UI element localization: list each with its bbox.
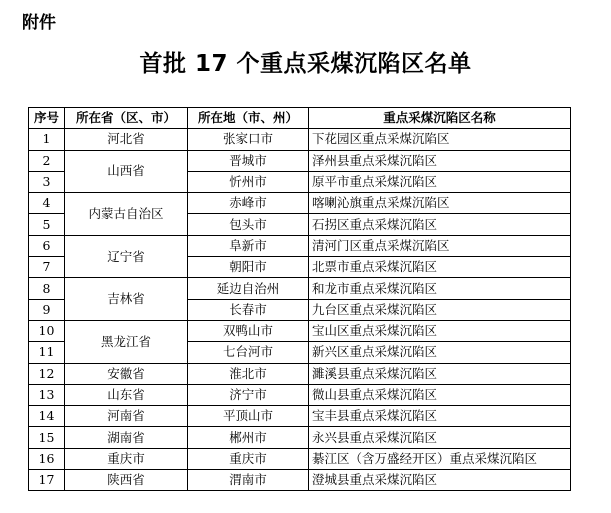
table-row [29,150,571,171]
row-number: 2 [29,150,65,171]
row-number: 15 [29,427,65,448]
area-name-cell: 綦江区（含万盛经开区）重点采煤沉陷区 [309,448,571,469]
city-cell: 渭南市 [188,470,309,491]
row-number: 8 [29,278,65,299]
area-name-cell: 原平市重点采煤沉陷区 [309,171,571,192]
table-row [29,278,571,299]
province-cell: 河北省 [65,129,188,150]
city-cell: 阜新市 [188,235,309,256]
table-row [29,193,571,214]
area-name-cell: 宝山区重点采煤沉陷区 [309,320,571,341]
city-cell: 双鸭山市 [188,320,309,341]
table-row [29,448,571,469]
city-cell: 郴州市 [188,427,309,448]
province-cell: 辽宁省 [65,235,188,278]
city-cell: 长春市 [188,299,309,320]
row-number: 12 [29,363,65,384]
table-row [29,235,571,256]
province-cell: 内蒙古自治区 [65,193,188,236]
province-cell: 重庆市 [65,448,188,469]
row-number: 14 [29,406,65,427]
city-cell: 张家口市 [188,129,309,150]
header-province: 所在省（区、市） [65,108,188,129]
area-name-cell: 宝丰县重点采煤沉陷区 [309,406,571,427]
row-number: 11 [29,342,65,363]
header-area-name: 重点采煤沉陷区名称 [309,108,571,129]
area-name-cell: 新兴区重点采煤沉陷区 [309,342,571,363]
city-cell: 忻州市 [188,171,309,192]
row-number: 16 [29,448,65,469]
city-cell: 济宁市 [188,384,309,405]
row-number: 3 [29,171,65,192]
province-cell: 黑龙江省 [65,320,188,363]
row-number: 4 [29,193,65,214]
area-name-cell: 九台区重点采煤沉陷区 [309,299,571,320]
province-cell: 吉林省 [65,278,188,321]
area-name-cell: 泽州县重点采煤沉陷区 [309,150,571,171]
table-row [29,406,571,427]
row-number: 9 [29,299,65,320]
table-row [29,129,571,150]
province-cell: 山东省 [65,384,188,405]
table-row [29,320,571,341]
province-cell: 安徽省 [65,363,188,384]
city-cell: 包头市 [188,214,309,235]
table-row [29,470,571,491]
header-number: 序号 [29,108,65,129]
area-name-cell: 喀喇沁旗重点采煤沉陷区 [309,193,571,214]
city-cell: 延边自治州 [188,278,309,299]
row-number: 7 [29,257,65,278]
area-name-cell: 北票市重点采煤沉陷区 [309,257,571,278]
city-cell: 平顶山市 [188,406,309,427]
province-cell: 河南省 [65,406,188,427]
city-cell: 七台河市 [188,342,309,363]
table-row [29,427,571,448]
row-number: 5 [29,214,65,235]
header-city: 所在地（市、州） [188,108,309,129]
area-name-cell: 永兴县重点采煤沉陷区 [309,427,571,448]
row-number: 13 [29,384,65,405]
table-row [29,363,571,384]
row-number: 10 [29,320,65,341]
province-cell: 陕西省 [65,470,188,491]
area-name-cell: 澄城县重点采煤沉陷区 [309,470,571,491]
area-name-cell: 清河门区重点采煤沉陷区 [309,235,571,256]
table-row [29,384,571,405]
area-name-cell: 和龙市重点采煤沉陷区 [309,278,571,299]
province-cell: 湖南省 [65,427,188,448]
city-cell: 重庆市 [188,448,309,469]
attachment-label: 附件 [22,13,56,33]
document-title: 首批 17 个重点采煤沉陷区名单 [139,51,472,77]
city-cell: 晋城市 [188,150,309,171]
area-name-cell: 下花园区重点采煤沉陷区 [309,129,571,150]
area-name-cell: 石拐区重点采煤沉陷区 [309,214,571,235]
table-header-row [29,108,571,129]
city-cell: 赤峰市 [188,193,309,214]
row-number: 6 [29,235,65,256]
row-number: 1 [29,129,65,150]
city-cell: 朝阳市 [188,257,309,278]
city-cell: 淮北市 [188,363,309,384]
province-cell: 山西省 [65,150,188,193]
sinkhole-area-table [28,107,571,491]
area-name-cell: 濉溪县重点采煤沉陷区 [309,363,571,384]
area-name-cell: 微山县重点采煤沉陷区 [309,384,571,405]
row-number: 17 [29,470,65,491]
